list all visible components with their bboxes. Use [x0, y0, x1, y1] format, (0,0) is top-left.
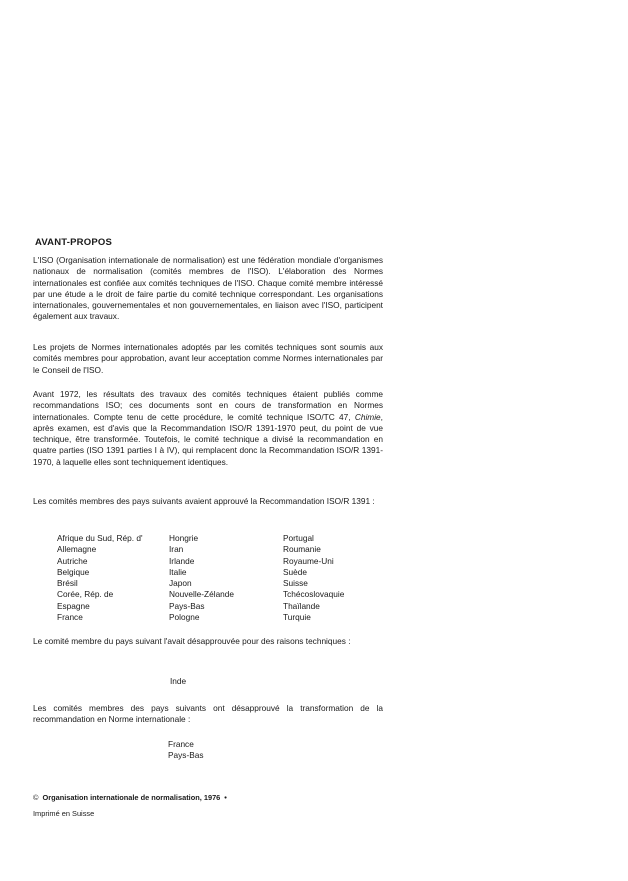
country-name: Espagne — [57, 600, 90, 611]
paragraph-iso-intro: L'ISO (Organisation internationale de normalisation) est une fédération mondiale d'organismes nationaux de normalisation (comités membres de l'ISO). L'élaboration des Normes internationales est confiée aux comités techniques de l'ISO. Chaque comité membre intéressé par une étude a le droit de faire partie du comité technique correspondant. Les organisations internationales, gouvernementales et non gouvernementales, en liaison avec l'ISO, participent également aux travaux. — [33, 255, 383, 322]
bullet-icon: • — [224, 793, 227, 802]
country-name: Iran — [169, 544, 184, 555]
country-name: France — [168, 739, 194, 749]
country-name: Nouvelle-Zélande — [169, 589, 235, 600]
country-name: Belgique — [57, 566, 90, 577]
country-name: Italie — [169, 566, 187, 577]
committee-name-italic: Chimie — [354, 411, 381, 422]
country-name: Pays-Bas — [168, 750, 204, 761]
paragraph-history — [33, 389, 383, 468]
country-name: Tchécoslovaquie — [283, 589, 345, 600]
country-name: Hongrie — [169, 533, 199, 543]
paragraph-transformation-disapproval: Les comités membres des pays suivants ont désapprouvé la transformation de la recommandation en Norme internationale : — [33, 703, 383, 725]
country-name: Roumanie — [283, 544, 321, 555]
transformation-disapproval-list — [168, 739, 204, 762]
country-column-2 — [169, 533, 234, 623]
country-column-1 — [57, 533, 143, 623]
country-name: Suisse — [283, 578, 308, 589]
country-name: Turquie — [283, 612, 311, 623]
section-heading: AVANT-PROPOS — [35, 237, 112, 248]
paragraph-draft-approval: Les projets de Normes internationales adoptés par les comités techniques sont soumis aux comités membres pour approbation, avant leur acceptation comme Normes internationales par le Conseil de l'ISO. — [33, 342, 383, 375]
country-name: Thaïlande — [283, 600, 320, 611]
history-text-after: , après examen, est d'avis que la Recommandation ISO/R 1391-1970 peut, du point de vue technique, être transformée. Toutefois, le comité technique a divisé la recommandation en quatre parties (ISO 1391 parties I à IV), qui remplacent donc la Recommandation ISO/R 1391-1970, à laquelle elles sont techniquement identiques. — [33, 411, 383, 467]
country-column-3 — [283, 533, 344, 623]
country-name: Autriche — [57, 555, 88, 566]
country-name: Japon — [169, 578, 192, 589]
copyright-notice — [33, 793, 227, 802]
country-name: Portugal — [283, 533, 314, 543]
country-name: Suède — [283, 566, 307, 577]
disapproving-country: Inde — [170, 676, 187, 686]
country-name: Allemagne — [57, 544, 97, 555]
country-name: Pays-Bas — [169, 600, 205, 611]
paragraph-technical-disapproval: Le comité membre du pays suivant l'avait désapprouvée pour des raisons techniques : — [33, 636, 351, 646]
copyright-icon: © — [33, 793, 39, 802]
country-name: Irlande — [169, 555, 195, 566]
country-name: France — [57, 612, 83, 623]
country-name: Royaume-Uni — [283, 555, 334, 566]
country-name: Pologne — [169, 612, 200, 623]
copyright-text: Organisation internationale de normalisation, 1976 — [42, 793, 221, 802]
history-text-before: Avant 1972, les résultats des travaux des comités techniques étaient publiés comme recommandations ISO; ces documents sont en cours de transformation en Normes internationales. Compte tenu de cette procédure, le comité technique ISO/TC 47, — [33, 389, 383, 422]
country-name: Brésil — [57, 578, 78, 589]
country-name: Corée, Rép. de — [57, 589, 114, 600]
country-name: Afrique du Sud, Rép. d' — [57, 533, 143, 543]
printed-location: Imprimé en Suisse — [33, 809, 95, 818]
paragraph-approval-intro: Les comités membres des pays suivants avaient approuvé la Recommandation ISO/R 1391 : — [33, 496, 375, 506]
